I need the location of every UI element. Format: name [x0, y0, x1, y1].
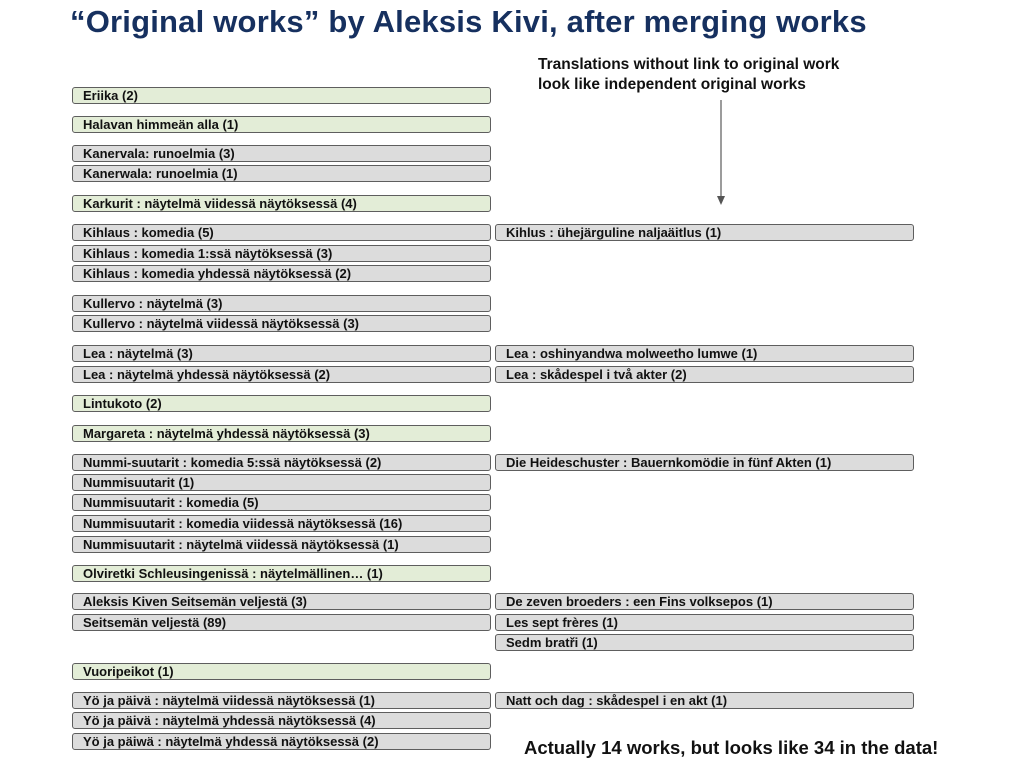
annotation-line-1: Translations without link to original work [538, 56, 840, 73]
left-item-6 [72, 224, 491, 241]
item-label: Karkurit : näytelmä viidessä näytöksessä (4) [83, 196, 357, 211]
right-item-6 [495, 614, 914, 631]
item-label: Olviretki Schleusingenissä : näytelmällinen… (1) [83, 566, 383, 581]
item-label: Lintukoto (2) [83, 396, 162, 411]
item-label: De zeven broeders : een Fins volksepos (1) [506, 594, 773, 609]
left-item-20 [72, 565, 491, 582]
item-label: Die Heideschuster : Bauernkomödie in fünf Akten (1) [506, 455, 832, 470]
item-label: Yö ja päivä : näytelmä viidessä näytöksessä (1) [83, 693, 375, 708]
item-label: Kihlaus : komedia 1:ssä näytöksessä (3) [83, 246, 333, 261]
item-label: Lea : näytelmä (3) [83, 346, 193, 361]
left-item-3 [72, 145, 491, 162]
item-label: Margareta : näytelmä yhdessä näytöksessä (3) [83, 426, 370, 441]
item-label: Les sept frères (1) [506, 615, 618, 630]
right-item-4 [495, 454, 914, 471]
item-label: Lea : oshinyandwa molweetho lumwe (1) [506, 346, 758, 361]
left-item-5 [72, 195, 491, 212]
left-item-26 [72, 733, 491, 750]
left-item-4 [72, 165, 491, 182]
item-label: Seitsemän veljestä (89) [83, 615, 227, 630]
left-item-16 [72, 474, 491, 491]
right-item-1 [495, 224, 914, 241]
left-item-22 [72, 614, 491, 631]
left-item-15 [72, 454, 491, 471]
left-item-23 [72, 663, 491, 680]
footer-note: Actually 14 works, but looks like 34 in the data! [524, 737, 939, 758]
left-item-14 [72, 425, 491, 442]
right-item-7 [495, 634, 914, 651]
item-label: Nummisuutarit : näytelmä viidessä näytöksessä (1) [83, 537, 399, 552]
item-label: Nummisuutarit (1) [83, 475, 195, 490]
left-item-7 [72, 245, 491, 262]
left-item-10 [72, 315, 491, 332]
item-label: Lea : näytelmä yhdessä näytöksessä (2) [83, 367, 331, 382]
right-item-8 [495, 692, 914, 709]
item-label: Kanerwala: runoelmia (1) [83, 166, 238, 181]
down-arrow-icon [716, 100, 726, 206]
left-item-8 [72, 265, 491, 282]
left-item-9 [72, 295, 491, 312]
item-label: Yö ja päivä : näytelmä yhdessä näytöksessä (4) [83, 713, 376, 728]
right-item-2 [495, 345, 914, 362]
item-label: Kihlaus : komedia yhdessä näytöksessä (2) [83, 266, 352, 281]
left-item-25 [72, 712, 491, 729]
item-label: Halavan himmeän alla (1) [83, 117, 239, 132]
item-label: Kihlaus : komedia (5) [83, 225, 214, 240]
item-label: Natt och dag : skådespel i en akt (1) [506, 693, 728, 708]
annotation-text [538, 55, 839, 95]
left-item-1 [72, 87, 491, 104]
right-item-5 [495, 593, 914, 610]
item-label: Kullervo : näytelmä (3) [83, 296, 223, 311]
left-item-2 [72, 116, 491, 133]
item-label: Nummisuutarit : komedia viidessä näytöksessä (16) [83, 516, 403, 531]
left-item-17 [72, 494, 491, 511]
right-item-3 [495, 366, 914, 383]
left-item-12 [72, 366, 491, 383]
left-item-11 [72, 345, 491, 362]
slide-title: “Original works” by Aleksis Kivi, after merging works [70, 4, 867, 39]
left-item-21 [72, 593, 491, 610]
item-label: Eriika (2) [83, 88, 138, 103]
item-label: Nummi-suutarit : komedia 5:ssä näytöksessä (2) [83, 455, 382, 470]
annotation-line-2: look like independent original works [538, 76, 806, 93]
item-label: Yö ja päiwä : näytelmä yhdessä näytöksessä (2) [83, 734, 379, 749]
item-label: Vuoripeikot (1) [83, 664, 174, 679]
item-label: Kullervo : näytelmä viidessä näytöksessä (3) [83, 316, 360, 331]
left-item-19 [72, 536, 491, 553]
item-label: Kihlus : ühejärguline naljaäitlus (1) [506, 225, 722, 240]
left-item-13 [72, 395, 491, 412]
left-item-18 [72, 515, 491, 532]
left-item-24 [72, 692, 491, 709]
item-label: Nummisuutarit : komedia (5) [83, 495, 259, 510]
item-label: Sedm bratři (1) [506, 635, 598, 650]
item-label: Lea : skådespel i två akter (2) [506, 367, 687, 382]
item-label: Aleksis Kiven Seitsemän veljestä (3) [83, 594, 308, 609]
item-label: Kanervala: runoelmia (3) [83, 146, 235, 161]
